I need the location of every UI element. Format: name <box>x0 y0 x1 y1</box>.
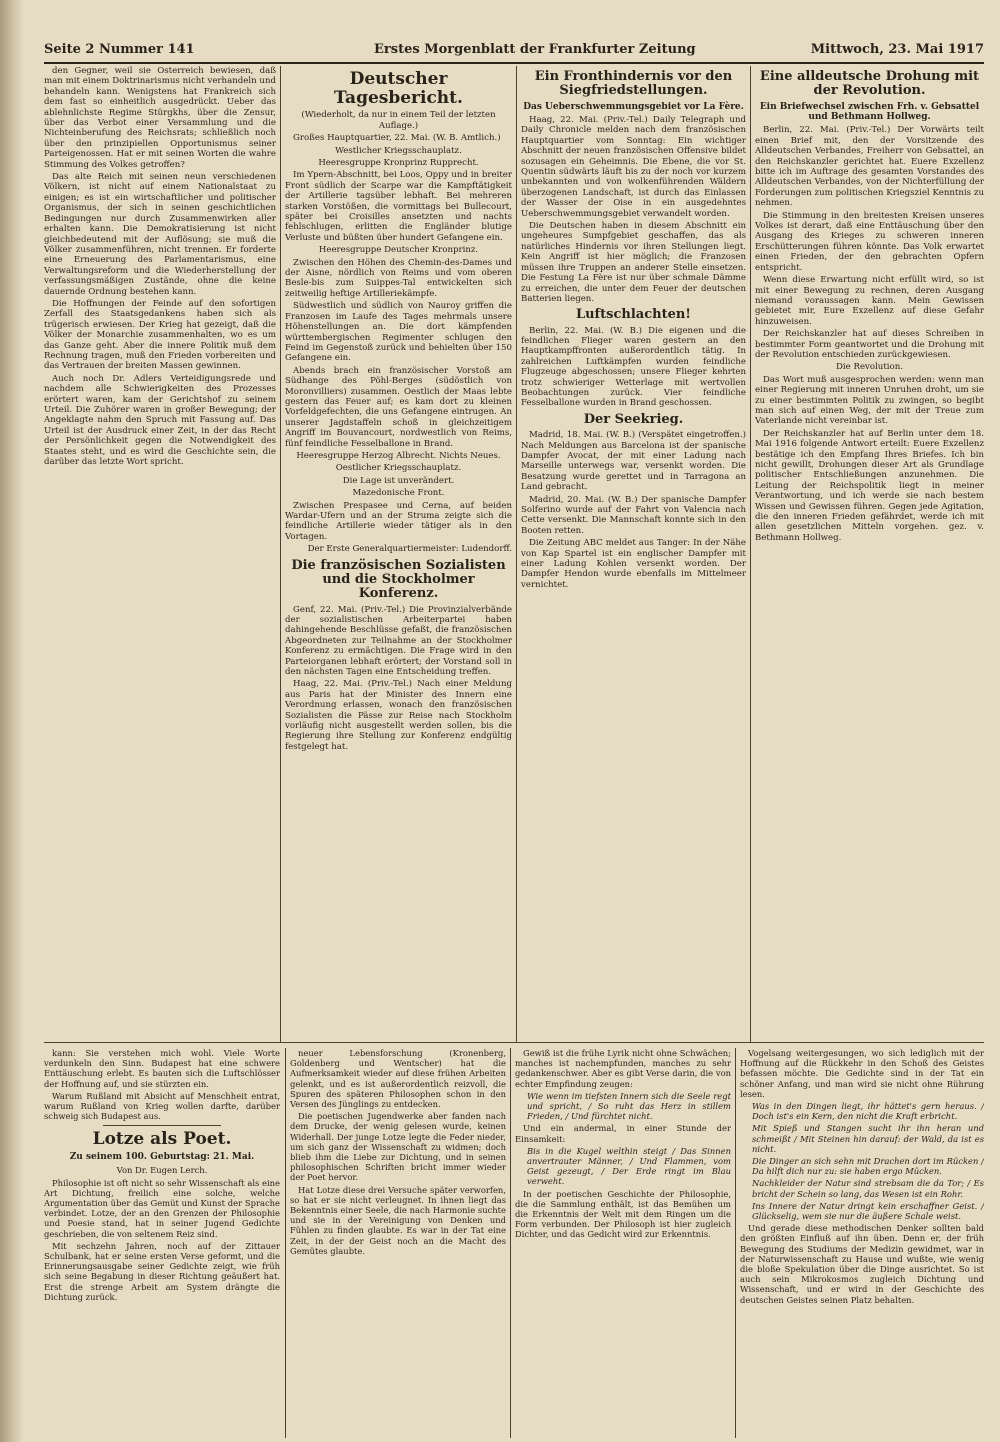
feuilleton-paragraph: neuer Lebensforschung (Kronenberg, Goldenberg und Wentscher) hat die Aufmerksamkeit wieder auf diese frühen Arbeiten gelenkt, und es ist außerordentlich reizvoll, die Spuren des späteren Philosophen schon in den Versen des Jünglings zu entdecken. <box>290 1048 506 1110</box>
page-binding-shadow <box>0 0 22 1442</box>
feuilleton-paragraph: Vogelsang weitergesungen, wo sich lediglich mit der Hoffnung auf die Rückkehr in den Schoß des Geistes befassen möchte. Die Gedichte sind in der Tat ein schöner Anfang, und man wird sie nicht ohne Rührung lesen. <box>740 1048 984 1099</box>
subheadline: Das Ueberschwemmungsgebiet vor La Fère. <box>523 101 744 112</box>
headline-fronthindernis: Ein Fronthindernis vor den Siegfriedstellungen. <box>534 69 733 99</box>
feuilleton-paragraph: Philosophie ist oft nicht so sehr Wissenschaft als eine Art Dichtung, freilich eine solche, welche Argumentation über das Gemüt und Kunst der Sprache verbindet. Lotze, der an den Grenzen der Philosophie und Poesie stand, hat in seiner Jugend Gedichte geschrieben, die von seltenem Reiz sind. <box>44 1177 280 1239</box>
feuilleton-paragraph: Mit sechzehn Jahren, noch auf der Zittauer Schulbank, hat er seine ersten Verse geformt, und die Erinnerungsausgabe seiner Gedichte zeigt, wie früh sich seine Begabung in dieser Richtung geäußert hat. Erst die strenge Arbeit am System drängte die Dichtung zurück. <box>44 1240 280 1302</box>
dateline: Großes Hauptquartier, 22. Mai. (W. B. Amtlich.) <box>293 133 501 144</box>
headline-luftschlachten: Luftschlachten! <box>575 307 692 323</box>
poem-stanza: Bis in die Kugel welthin steigt / Das Sinnen anvertrauter Männer, / Und Flammen, vom Geist gezeugt, / Der Erde ringt im Blau verweht. <box>527 1145 731 1187</box>
feuilleton-paragraph: kann: Sie verstehen mich wohl. Viele Worte verdunkeln den Sinn. Budapest hat eine schwere Enttäuschung erlebt. Es bauten sich die Luftschlösser der Hoffnung auf, und sie stürzten ein. <box>44 1048 280 1089</box>
article-paragraph: Die Stimmung in den breitesten Kreisen unseres Volkes ist derart, daß eine Enttäuschung über den Ausgang des Krieges zu schweren inneren Erschütterungen führen könnte. Das Volk erwartet einen Frieden, der den gebrachten Opfern entspricht. <box>755 210 984 273</box>
feuilleton-column-3 <box>515 1048 731 1438</box>
verse-quote: Mit Spieß und Stangen sucht ihr ihn heran und schmeißt / Mit Steinen hin darauf: der Wald, da ist es nicht. <box>752 1123 984 1154</box>
repeat-note: (Wiederholt, da nur in einem Teil der letzten Auflage.) <box>301 110 496 131</box>
feuilleton-paragraph: In der poetischen Geschichte der Philosophie, die die Sammlung enthält, ist das Bemühen um die Erkenntnis der Welt mit dem Ringen um die Form verbunden. Der Philosoph ist hier zugleich Dichter, und das Gedicht wird zur Erkenntnis. <box>515 1188 731 1240</box>
separator <box>103 1125 221 1126</box>
section-label: Mazedonische Front. <box>352 488 445 499</box>
article-paragraph: Wenn diese Erwartung nicht erfüllt wird, so ist mit einer Bewegung zu rechnen, deren Ausgang niemand voraussagen kann. Mein Gewissen gebietet mir, Eure Exzellenz auf diese Gefahr hinzuweisen. <box>755 275 984 327</box>
report-paragraph: Zwischen den Höhen des Chemin-des-Dames und der Aisne, nördlich von Reims und vom oberen Besle-bis zum Suippes-Tal entwickelten sich zeitweilig heftige Artilleriekämpfe. <box>285 257 512 299</box>
feuilleton-paragraph: Die poetischen Jugendwerke aber fanden nach dem Drucke, der wenig gelesen wurde, keinen Widerhall. Der junge Lotze legte die Feder nieder, um sich ganz der Wissenschaft zu widmen; doch blieb ihm die Liebe zur Dichtung, und in seinen philosophischen Schriften bricht immer wieder der Poet hervor. <box>290 1111 506 1183</box>
section-label: Westlicher Kriegsschauplatz. <box>335 145 462 156</box>
headline-sozialisten: Die französischen Sozialisten und die Stockholmer Konferenz. <box>291 557 506 602</box>
feuilleton-paragraph: Und ein andermal, in einer Stunde der Einsamkeit: <box>515 1123 731 1144</box>
army-group: Heeresgruppe Deutscher Kronprinz. <box>318 245 479 256</box>
article-paragraph: Madrid, 18. Mai. (W. B.) (Verspätet eingetroffen.) Nach Meldungen aus Barcelona ist der spanische Dampfer Avocat, der mit einer Ladung nach Marseille unterwegs war, versenkt worden. Die Besatzung wurde gerettet und in Tarragona an Land gebracht. <box>521 430 746 493</box>
article-paragraph: Haag, 22. Mai. (Priv.-Tel.) Daily Telegraph und Daily Chronicle melden nach dem französischen Hauptquartier vom Sonntag: Ein wichtiger Abschnitt der neuen französischen Offensive bildet sozusagen ein Geheimnis. Die Ebene, die vor St. Quentin südwärts läuft bis zu der noch vor kurzem unbekannten und von wolkenführenden Wäldern überzogenen Landschaft, ist durch das Einlassen der Wasser der Oise in ein ausgedehntes Ueberschwemmungsgebiet verwandelt worden. <box>521 115 746 219</box>
newspaper-edition-title: Erstes Morgenblatt der Frankfurter Zeitung <box>374 42 696 57</box>
article-paragraph: Berlin, 22. Mai. (W. B.) Die eigenen und die feindlichen Flieger waren gestern an den Hauptkampffronten außerordentlich tätig. In zahlreichen Luftkämpfen wurden feindliche Flugzeuge abgeschossen; unsere Flieger kehrten trotz schwieriger Wetterlage mit wertvollen Beobachtungen zurück. Vier feindliche Fesselballone wurden in Brand geschossen. <box>521 325 746 409</box>
page-header <box>44 40 984 64</box>
army-group: Heeresgruppe Herzog Albrecht. Nichts Neues. <box>296 450 501 461</box>
feuilleton-paragraph: Und gerade diese methodischen Denker sollten bald den größten Einfluß auf ihn üben. Denn er, der früh Bewegung des Studiums der Medizin gewidmet, war in der Naturwissenschaft zu Hause und wußte, wie wenig die bloße Spekulation über die Dinge ausrichtet. So ist auch sein Mikrokosmos zugleich Dichtung und Wissenschaft, und er wird in der Geschichte des deutschen Geistes seinen Platz behalten. <box>740 1223 984 1305</box>
col1-paragraph: Das alte Reich mit seinen neun verschiedenen Völkern, ist nicht auf einem Nationalstaat zu einigen; es ist ein wirtschaftlicher und politischer Organismus, der sich in seinen geschichtlichen Bedingungen nur durch Zusammenwirken aller erhalten kann. Die Demokratisierung ist nicht gleichbedeutend mit der Auflösung; sie muß die Völker zusammenführen, nicht trennen. Er forderte eine Erneuerung des Parlamentarismus, eine Verwaltungsreform und die Wiederherstellung der verfassungsmäßigen Zustände, ohne die keine dauernde Ordnung bestehen kann. <box>44 172 276 297</box>
article-paragraph: Madrid, 20. Mai. (W. B.) Der spanische Dampfer Solferino wurde auf der Fahrt von Valencia nach Cette versenkt. Die Mannschaft konnte sich in den Booten retten. <box>521 494 746 536</box>
article-paragraph: Genf, 22. Mai. (Priv.-Tel.) Die Provinzialverbände der sozialistischen Arbeiterpartei haben dahingehende Beschlüsse gefaßt, die französischen Abgeordneten zur Teilnahme an der Stockholmer Konferenz zu ermächtigen. Die Frage wird in den Parteiorganen lebhaft erörtert; der Vorstand soll in den nächsten Tagen eine Entscheidung treffen. <box>285 604 512 677</box>
feuilleton-column-1 <box>44 1048 280 1438</box>
article-paragraph: Die Zeitung ABC meldet aus Tanger: In der Nähe von Kap Spartel ist ein englischer Dampfer mit einer Ladung Kohlen versenkt worden. Der Dampfer Hendon wurde ebenfalls im Mittelmeer vernichtet. <box>521 538 746 590</box>
col1-paragraph: Auch noch Dr. Adlers Verteidigungsrede und nachdem alle Schwierigkeiten des Prozesses erörtert waren, kam der Gerichtshof zu seinem Urteil. Die Zuhörer waren in großer Bewegung; der Angeklagte nahm den Spruch mit Fassung auf. Das Urteil ist der Ausdruck einer Zeit, in der das Recht der Persönlichkeit gegen die Notwendigkeit des Staates steht, und es wird die Geschichte sein, die darüber das letzte Wort spricht. <box>44 373 276 468</box>
article-paragraph: Der Reichskanzler hat auf dieses Schreiben in bestimmter Form geantwortet und die Drohung mit der Revolution entschieden zurückgewiesen. <box>755 329 984 360</box>
feuilleton-paragraph: Hat Lotze diese drei Versuche später verworfen, so hat er sie nicht verleugnet. In ihnen liegt das Bekenntnis einer Seele, die nach Harmonie suchte und sie in der Vereinigung von Denken und Fühlen zu finden glaubte. Es war in der Tat eine Zeit, in der der Geist noch an die Macht des Gemütes glaubte. <box>290 1184 506 1256</box>
headline-tagesbericht: Deutscher Tagesbericht. <box>334 69 463 108</box>
author-byline: Von Dr. Eugen Lerch. <box>116 1165 208 1176</box>
report-paragraph: Im Ypern-Abschnitt, bei Loos, Oppy und in breiter Front südlich der Scarpe war die Kampftätigkeit der Artillerie tagsüber lebhaft. Bei mehreren starken Vorstößen, die vormittags bei Bullecourt, später bei Croisilles ansetzten und nachts fehlschlugen, erlitten die Engländer blutige Verluste und büßten über hundert Gefangene ein. <box>285 170 512 243</box>
poem-stanza: Wie wenn im tiefsten Innern sich die Seele regt und spricht, / So ruht das Herz in stillem Frieden, / Und fürchtet nicht. <box>527 1090 731 1122</box>
subheadline: Zu seinem 100. Geburtstag: 21. Mai. <box>69 1152 255 1163</box>
headline-alldeutsche-drohung: Eine alldeutsche Drohung mit der Revolution. <box>759 69 980 99</box>
section-label: Die Revolution. <box>836 362 903 373</box>
article-paragraph: Haag, 22. Mai. (Priv.-Tel.) Nach einer Meldung aus Paris hat der Minister des Innern eine Verordnung erlassen, wonach den französischen Sozialisten die Pässe zur Reise nach Stockholm vorläufig nicht ausgestellt werden sollen, bis die Regierung ihre Stellung zur Konferenz endgültig festgelegt hat. <box>285 679 512 752</box>
article-paragraph: Berlin, 22. Mai. (Priv.-Tel.) Der Vorwärts teilt einen Brief mit, den der Vorsitzende des Alldeutschen Verbandes, Freiherr von Gebsattel, an den Reichskanzler gerichtet hat. Euere Exzellenz bitte ich im Auftrage des gesamten Vorstandes des Alldeutschen Verbandes, von der Nichterfüllung der Forderungen zum politischen Kriegsziel Kenntnis zu nehmen. <box>755 125 984 209</box>
report-paragraph: Südwestlich und südlich von Nauroy griffen die Franzosen im Laufe des Tages mehrmals unsere Höhenstellungen an. Die dort kämpfenden württembergischen Regimenter schlugen den Feind im Gegenstoß zurück und behielten über 150 Gefangene ein. <box>285 301 512 364</box>
verse-quote: Nachkleider der Natur sind strebsam die da Tor; / Es bricht der Schein so lang, das Wesen ist ein Rohr. <box>752 1178 984 1199</box>
report-signature: Der Erste Generalquartiermeister: Ludendorff. <box>307 544 512 555</box>
report-paragraph: Zwischen Prespasee und Cerna, auf beiden Wardar-Ufern und an der Struma zeigte sich die feindliche Artillerie wieder tätiger als in den Vortagen. <box>285 500 512 542</box>
column-4 <box>755 66 984 1038</box>
verse-quote: Die Dinger an sich sehn mit Drachen dort im Rücken / Da hilft dich nur zu: sie haben ergo Mücken. <box>752 1156 984 1177</box>
army-group: Heeresgruppe Kronprinz Rupprecht. <box>318 158 479 168</box>
column-2 <box>285 66 512 1038</box>
report-paragraph: Abends brach ein französischer Vorstoß am Südhange des Pöhl-Berges (südöstlich von Moronvilliers) zusammen. Oestlich der Maas lebte gestern das Feuer auf; es kam dort zu kleinen Vorfeldgefechten, die uns Gefangene eintrugen. An unserer Jagdstaffeln schoß in gleichzeitigem Angriff im Bouvancourt, nordwestlich von Reims, fünf feindliche Fesselballone in Brand. <box>285 365 512 449</box>
headline-seekrieg: Der Seekrieg. <box>583 411 684 427</box>
feuilleton-column-4 <box>740 1048 984 1438</box>
feuilleton-paragraph: Warum Rußland mit Absicht auf Menschheit entrat, warum Rußland von Krieg wollen darfte, darüber schweig sich Budapest aus. <box>44 1090 280 1122</box>
page-number: Seite 2 Nummer 141 <box>44 42 195 57</box>
column-1 <box>44 66 276 1038</box>
col1-paragraph: Die Hoffnungen der Feinde auf den sofortigen Zerfall des Staatsgedankens haben sich als trügerisch erwiesen. Der Krieg hat gezeigt, daß die Völker der Monarchie zusammenhalten, wo es um das Ganze geht. Aber die innere Politik muß dem Rechnung tragen, muß den Frieden vorbereiten und das Vertrauen der breiten Massen gewinnen. <box>44 298 276 372</box>
feuilleton-paragraph: Gewiß ist die frühe Lyrik nicht ohne Schwächen; manches ist nachempfunden, manches zu sehr gedankenschwer. Aber es gibt Verse darin, die von echter Empfindung zeugen: <box>515 1048 731 1089</box>
column-3 <box>521 66 746 1038</box>
article-paragraph: Der Reichskanzler hat auf Berlin unter dem 18. Mai 1916 folgende Antwort erteilt: Euere Exzellenz bestätige ich den Empfang Ihres Briefes. Ich bin nicht gewillt, Drohungen dieser Art als Grundlage politischer Entschließungen anzunehmen. Die Leitung der Reichspolitik liegt in meiner Verantwortung, und ich werde sie nach bestem Wissen und Gewissen führen. Gegen jede Agitation, die den inneren Frieden gefährdet, werde ich mit allen gesetzlichen Mitteln vorgehen. gez. v. Bethmann Hollweg. <box>755 428 984 543</box>
headline-lotze: Lotze als Poet. <box>92 1129 232 1150</box>
issue-date: Mittwoch, 23. Mai 1917 <box>810 42 984 57</box>
verse-quote: Ins Innere der Natur dringt kein erschaffner Geist. / Glückselig, wem sie nur die äußere Schale weist. <box>752 1200 984 1222</box>
section-label: Die Lage ist unverändert. <box>342 475 455 486</box>
section-label: Oestlicher Kriegsschauplatz. <box>335 463 462 474</box>
article-paragraph: Die Deutschen haben in diesem Abschnitt ein ungeheures Sumpfgebiet geschaffen, das als natürliches Hindernis vor ihren Stellungen liegt. Kein Angriff ist hier möglich; die Franzosen müssen ihre Truppen an anderer Stelle einsetzen. Die Festung La Fère ist nur über schmale Dämme zu erreichen, die unter dem Feuer der deutschen Batterien liegen. <box>521 221 746 304</box>
col1-paragraph: den Gegner, weil sie Österreich bewiesen, daß man mit einem Doktrinarismus nicht verhandeln und behandeln kann. Wenigstens hat Frankreich sich dem fast so einheitlich ausgedrückt. Ueber das ablehnlichste Regime Stürgkhs, über die Zensur, über das Verbot einer Versammlung und die Nichteinberufung des Reichsrats; schließlich noch über den prinzipiellen Opportunismus seiner Parteigenossen. Hat er mit seinen Worten die wahre Stimmung des Volkes getroffen? <box>44 66 276 170</box>
subheadline: Ein Briefwechsel zwischen Frh. v. Gebsattel und Bethmann Hollweg. <box>759 101 980 122</box>
feuilleton-column-2 <box>290 1048 506 1438</box>
article-paragraph: Das Wort muß ausgesprochen werden: wenn man einer Regierung mit inneren Unruhen droht, um sie zu einer bestimmten Politik zu zwingen, so begibt man sich auf einen Weg, der mit der Treue zum Vaterlande nicht vereinbar ist. <box>755 374 984 427</box>
verse-quote: Was in den Dingen liegt, ihr hättet's gern heraus. / Doch ist's ein Kern, den nicht die Kraft erbricht. <box>752 1101 984 1122</box>
